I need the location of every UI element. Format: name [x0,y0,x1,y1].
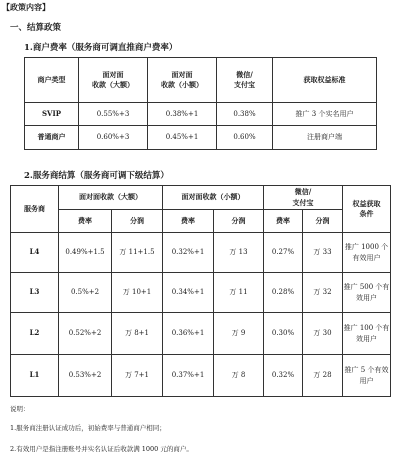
table-row [11,273,391,313]
small-rate-cell: 0.34%+1 [163,273,214,313]
large-rate-cell: 0.55%+3 [79,103,148,126]
wx-rate-cell: 0.27% [264,233,303,273]
col-header-large-amount: 面对面收款（大额） [59,186,163,210]
merchant-type-cell: SVIP [25,103,79,126]
small-rate-cell: 0.36%+1 [163,313,214,355]
table-row [25,103,377,126]
table-subheader-row [11,210,391,233]
wx-rate-cell: 0.60% [217,126,273,150]
wx-rate-cell: 0.32% [264,355,303,397]
page-title: 【政策内容】 [2,2,50,12]
provider-level-cell: L2 [11,313,59,355]
col-header-small-amount: 面对面 收款（小额） [148,58,217,103]
col-header-merchant-type: 商户类型 [25,58,79,103]
benefit-condition-cell: 推广 100 个有效用户 [343,313,391,355]
wx-share-cell: 万 30 [303,313,343,355]
large-share-cell: 万 8+1 [112,313,163,355]
merchant-rate-table [24,57,377,150]
large-rate-cell: 0.53%+2 [59,355,112,397]
col-header-small-amount: 面对面收款（小额） [163,186,264,210]
col-header-rate: 费率 [163,210,214,233]
wx-rate-cell: 0.28% [264,273,303,313]
benefit-standard-cell: 注册商户端 [273,126,377,150]
large-share-cell: 万 7+1 [112,355,163,397]
merchant-type-cell: 普通商户 [25,126,79,150]
small-share-cell: 万 11 [214,273,264,313]
wx-rate-cell: 0.30% [264,313,303,355]
col-header-wechat-alipay: 微信/ 支付宝 [264,186,343,210]
provider-level-cell: L1 [11,355,59,397]
table-row [11,355,391,397]
subsection-provider-settlement: 2.服务商结算（服务商可调下级结算） [24,171,169,181]
small-rate-cell: 0.45%+1 [148,126,217,150]
col-header-wechat-alipay: 微信/ 支付宝 [217,58,273,103]
large-share-cell: 万 11+1.5 [112,233,163,273]
notes-title: 说明： [10,405,30,413]
wx-share-cell: 万 32 [303,273,343,313]
wx-share-cell: 万 28 [303,355,343,397]
wx-rate-cell: 0.38% [217,103,273,126]
provider-level-cell: L3 [11,273,59,313]
col-header-benefit-condition: 权益获取 条件 [343,186,391,233]
large-rate-cell: 0.60%+3 [79,126,148,150]
col-header-share: 分润 [112,210,163,233]
benefit-condition-cell: 推广 5 个有效用户 [343,355,391,397]
table-row [11,313,391,355]
note-2: 2.有效用户是指注册账号并实名认证后收款满 1000 元的商户。 [10,445,193,453]
small-share-cell: 万 13 [214,233,264,273]
col-header-rate: 费率 [59,210,112,233]
benefit-condition-cell: 推广 500 个有效用户 [343,273,391,313]
subsection-merchant-rate: 1.商户费率（服务商可调直推商户费率） [24,43,178,53]
col-header-share: 分润 [214,210,264,233]
small-share-cell: 万 9 [214,313,264,355]
small-share-cell: 万 8 [214,355,264,397]
table-header-row [25,58,377,103]
large-rate-cell: 0.52%+2 [59,313,112,355]
note-1: 1.服务商注册认证成功后，初始费率与普通商户相同； [10,424,166,432]
large-rate-cell: 0.5%+2 [59,273,112,313]
large-share-cell: 万 10+1 [112,273,163,313]
col-header-large-amount: 面对面 收款（大额） [79,58,148,103]
small-rate-cell: 0.38%+1 [148,103,217,126]
provider-level-cell: L4 [11,233,59,273]
col-header-rate: 费率 [264,210,303,233]
col-header-benefit-standard: 获取权益标准 [273,58,377,103]
section-title-settlement: 一、结算政策 [10,23,62,33]
wx-share-cell: 万 33 [303,233,343,273]
col-header-provider: 服务商 [11,186,59,233]
small-rate-cell: 0.37%+1 [163,355,214,397]
col-header-share: 分润 [303,210,343,233]
provider-settlement-table [10,185,391,397]
table-row [25,126,377,150]
large-rate-cell: 0.49%+1.5 [59,233,112,273]
table-header-row [11,186,391,210]
benefit-standard-cell: 推广 3 个实名用户 [273,103,377,126]
table-row [11,233,391,273]
small-rate-cell: 0.32%+1 [163,233,214,273]
benefit-condition-cell: 推广 1000 个有效用户 [343,233,391,273]
